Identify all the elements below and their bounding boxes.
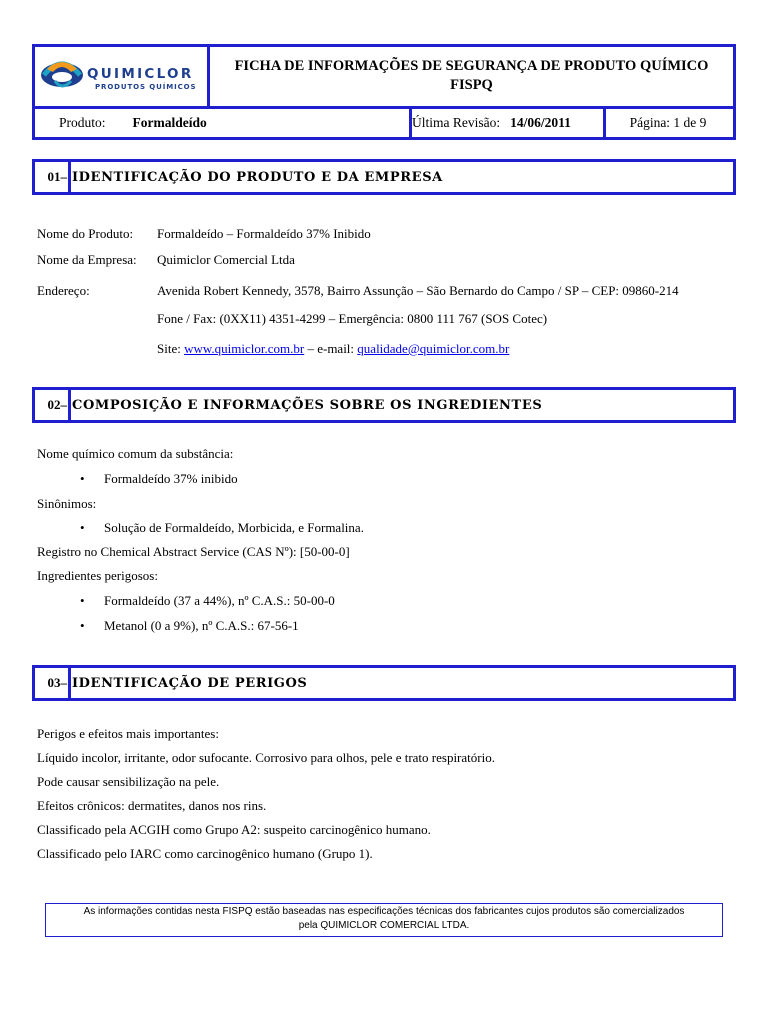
footer-line2: pela QUIMICLOR COMERCIAL LTDA.	[298, 920, 470, 931]
contact-line	[157, 341, 509, 357]
list-item-text: Formaldeído 37% inibido	[104, 471, 238, 486]
hazard-line: Efeitos crônicos: dermatites, danos nos rins.	[37, 798, 267, 813]
address-label: Endereço:	[37, 283, 90, 298]
section-header-02	[32, 387, 736, 423]
revision-date: 14/06/2011	[510, 115, 571, 130]
list-item	[80, 618, 299, 634]
section-header-03	[32, 665, 736, 701]
footer-disclaimer	[45, 903, 723, 937]
list-item	[80, 593, 335, 609]
company-name-label: Nome da Empresa:	[37, 252, 137, 267]
quimiclor-logo-icon	[35, 47, 207, 103]
document-title	[210, 47, 733, 106]
company-name-value: Quimiclor Comercial Ltda	[157, 252, 295, 267]
document-title-line2: FISPQ	[450, 77, 493, 93]
bullet-icon: •	[80, 471, 85, 486]
page-number: Página: 1 de 9	[629, 115, 707, 130]
common-name-label: Nome químico comum da substância:	[37, 446, 234, 461]
bullet-icon: •	[80, 520, 85, 535]
document-header	[32, 44, 736, 140]
hazard-line: Classificado pelo IARC como carcinogênico humano (Grupo 1).	[37, 846, 373, 861]
synonyms-label: Sinônimos:	[37, 496, 97, 511]
list-item	[80, 520, 364, 536]
product-cell	[35, 109, 412, 137]
list-item-text: Solução de Formaldeído, Morbicida, e Formalina.	[104, 520, 364, 535]
footer-line1: As informações contidas nesta FISPQ estão baseadas nas especificações técnicas dos fabricantes cujos produtos são comercializados	[83, 906, 685, 917]
email-link[interactable]: qualidade@quimiclor.com.br	[357, 341, 510, 356]
list-item	[80, 471, 238, 487]
svg-text:QUIMICLOR: QUIMICLOR	[87, 66, 194, 82]
section-number: 03–	[35, 668, 71, 698]
hazard-line: Perigos e efeitos mais importantes:	[37, 726, 219, 741]
svg-text:PRODUTOS QUÍMICOS: PRODUTOS QUÍMICOS	[95, 83, 197, 91]
email-prefix: – e-mail:	[304, 341, 358, 356]
hazard-line: Líquido incolor, irritante, odor sufocante. Corrosivo para olhos, pele e trato respiratório.	[37, 750, 495, 765]
section-header-01	[32, 159, 736, 195]
phone-line: Fone / Fax: (0XX11) 4351-4299 – Emergência: 0800 111 767 (SOS Cotec)	[157, 311, 548, 326]
product-name-label: Nome do Produto:	[37, 226, 134, 241]
hazardous-ingredients-label: Ingredientes perigosos:	[37, 568, 158, 583]
revision-label: Última Revisão:	[412, 115, 501, 130]
section-number: 02–	[35, 390, 71, 420]
cas-registry-line: Registro no Chemical Abstract Service (CAS Nº): [50-00-0]	[37, 544, 350, 559]
site-prefix: Site:	[157, 341, 185, 356]
bullet-icon: •	[80, 593, 85, 608]
product-label: Produto:	[59, 115, 106, 130]
document-title-line1: FICHA DE INFORMAÇÕES DE SEGURANÇA DE PRODUTO QUÍMICO	[234, 58, 709, 74]
bullet-icon: •	[80, 618, 85, 633]
hazard-line: Classificado pela ACGIH como Grupo A2: suspeito carcinogênico humano.	[37, 822, 431, 837]
section-number: 01–	[35, 162, 71, 192]
list-item-text: Formaldeído (37 a 44%), nº C.A.S.: 50-00-0	[104, 593, 335, 608]
product-name-value: Formaldeído – Formaldeído 37% Inibido	[157, 226, 371, 241]
hazard-line: Pode causar sensibilização na pele.	[37, 774, 220, 789]
header-info-row	[35, 106, 733, 137]
list-item-text: Metanol (0 a 9%), nº C.A.S.: 67-56-1	[104, 618, 299, 633]
company-logo	[35, 47, 210, 106]
section-title: IDENTIFICAÇÃO DE PERIGOS	[72, 675, 308, 691]
product-value: Formaldeído	[132, 115, 207, 130]
section-title: IDENTIFICAÇÃO DO PRODUTO E DA EMPRESA	[72, 169, 443, 185]
section-title: COMPOSIÇÃO E INFORMAÇÕES SOBRE OS INGREDIENTES	[72, 397, 543, 413]
revision-cell	[409, 109, 606, 137]
website-link[interactable]: www.quimiclor.com.br	[184, 341, 305, 356]
address-value: Avenida Robert Kennedy, 3578, Bairro Assunção – São Bernardo do Campo / SP – CEP: 09860-214	[157, 283, 679, 298]
